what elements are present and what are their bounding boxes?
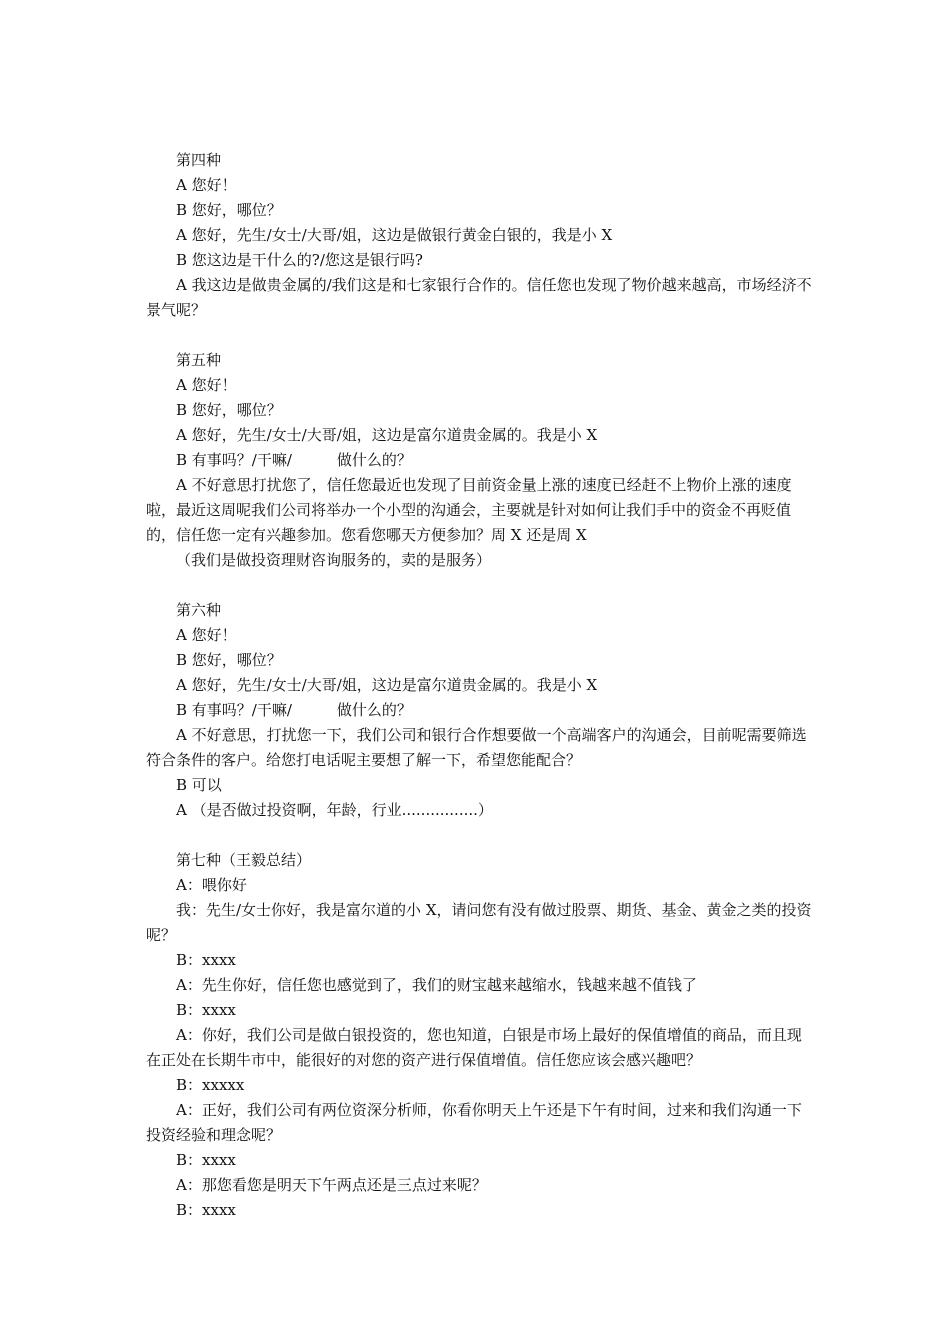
dialogue-line: B：xxxxx (176, 1076, 245, 1094)
dialogue-line: B 您好，哪位？ (176, 651, 282, 669)
dialogue-line: B 您这边是干什么的?/您这是银行吗? (176, 251, 423, 269)
dialogue-line: B 您好，哪位？ (176, 401, 282, 419)
dialogue-line: A：正好，我们公司有两位资深分析师，你看你明天上午还是下午有时间，过来和我们沟通一下投资经验和理念呢？ (146, 1101, 802, 1144)
section-5 (146, 348, 816, 573)
dialogue-line: B 您好，哪位？ (176, 201, 282, 219)
dialogue-line: B：xxxx (176, 951, 236, 969)
dialogue-line: A 不好意思，打扰您一下，我们公司和银行合作想要做一个高端客户的沟通会，目前呢需要筛选符合条件的客户。给您打电话呢主要想了解一下，希望您能配合？ (146, 726, 807, 769)
dialogue-line: A 您好！ (176, 176, 237, 194)
dialogue-line: B 有事吗？/干嘛/ 做什么的？ (176, 451, 412, 469)
section-title: 第四种 (176, 151, 222, 169)
dialogue-line: A：那您看您是明天下午两点还是三点过来呢？ (176, 1176, 487, 1194)
dialogue-line: B：xxxx (176, 1201, 236, 1219)
dialogue-line: A：喂你好 (176, 876, 247, 894)
dialogue-line: （我们是做投资理财咨询服务的，卖的是服务） (176, 551, 492, 569)
section-title: 第五种 (176, 351, 222, 369)
section-title: 第六种 (176, 601, 222, 619)
document-body (146, 148, 816, 1248)
section-title: 第七种（王毅总结） (176, 851, 312, 869)
dialogue-line: B：xxxx (176, 1001, 236, 1019)
dialogue-line: A （是否做过投资啊，年龄，行业................） (176, 801, 493, 819)
dialogue-line: B：xxxx (176, 1151, 236, 1169)
section-7 (146, 848, 816, 1223)
dialogue-line: A 不好意思打扰您了，信任您最近也发现了目前资金量上涨的速度已经赶不上物价上涨的速度啦，最近这周呢我们公司将举办一个小型的沟通会，主要就是针对如何让我们手中的资金不再贬值的，信任您一定有兴趣参加。您看您哪天方便参加？周 X 还是周 X (146, 476, 792, 544)
dialogue-line: A 您好！ (176, 626, 237, 644)
dialogue-line: A 您好，先生/女士/大哥/姐，这边是富尔道贵金属的。我是小 X (176, 426, 598, 444)
dialogue-line: B 可以 (176, 776, 222, 794)
dialogue-line: 我：先生/女士你好，我是富尔道的小 X，请问您有没有做过股票、期货、基金、黄金之类的投资呢？ (146, 901, 812, 944)
dialogue-line: B 有事吗？/干嘛/ 做什么的？ (176, 701, 412, 719)
dialogue-line: A：你好，我们公司是做白银投资的，您也知道，白银是市场上最好的保值增值的商品，而且现在正处在长期牛市中，能很好的对您的资产进行保值增值。信任您应该会感兴趣吧？ (146, 1026, 802, 1069)
section-6 (146, 598, 816, 823)
dialogue-line: A 您好，先生/女士/大哥/姐，这边是做银行黄金白银的，我是小 X (176, 226, 613, 244)
dialogue-line: A：先生你好，信任您也感觉到了，我们的财宝越来越缩水，钱越来越不值钱了 (176, 976, 697, 994)
section-4 (146, 148, 816, 323)
dialogue-line: A 您好，先生/女士/大哥/姐，这边是富尔道贵金属的。我是小 X (176, 676, 598, 694)
dialogue-line: A 您好！ (176, 376, 237, 394)
dialogue-line: A 我这边是做贵金属的/我们这是和七家银行合作的。信任您也发现了物价越来越高，市场经济不景气呢？ (146, 276, 812, 319)
